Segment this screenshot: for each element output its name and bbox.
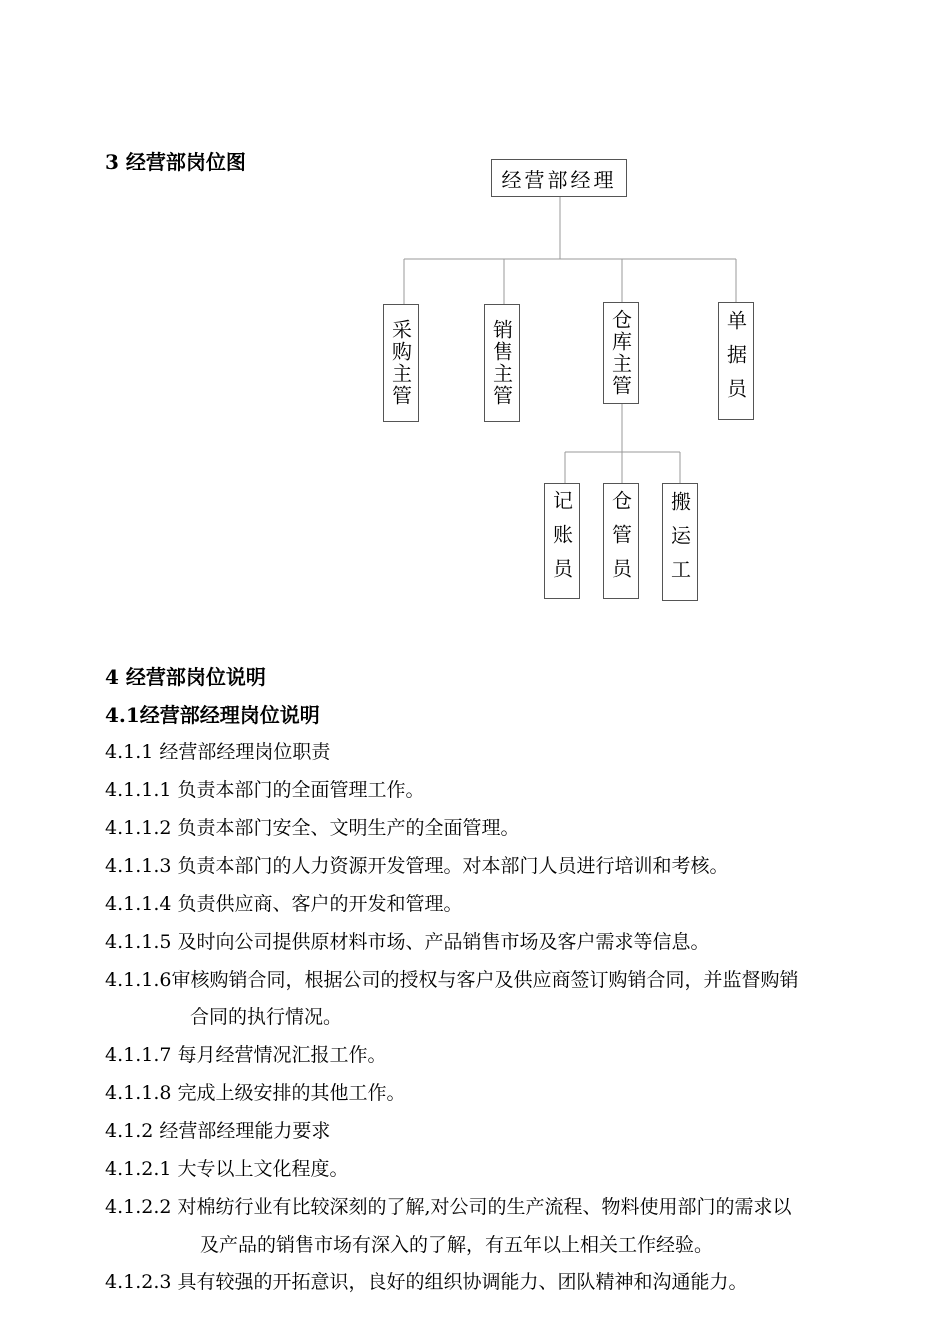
org-node-label: 仓管员: [608, 490, 633, 592]
org-node-document-clerk: [718, 302, 754, 420]
org-node-label: 仓库主管: [608, 309, 633, 397]
section-3-heading: 3 经营部岗位图: [105, 150, 246, 174]
ability-title: 4.1.2 经营部经理能力要求: [105, 1120, 331, 1142]
ability-item: 4.1.2.1 大专以上文化程度。: [105, 1158, 349, 1180]
duty-item: 4.1.1.4 负责供应商、客户的开发和管理。: [105, 893, 463, 915]
org-node-label: 采购主管: [388, 319, 413, 407]
org-node-sales: [484, 304, 520, 422]
org-node-label: 销售主管: [489, 319, 514, 407]
org-node-label: 记账员: [549, 490, 574, 592]
org-root-manager: [491, 159, 627, 197]
org-node-procurement: [383, 304, 419, 422]
duty-item: 4.1.1.8 完成上级安排的其他工作。: [105, 1082, 406, 1104]
duty-item: 4.1.1.7 每月经营情况汇报工作。: [105, 1044, 387, 1066]
duty-item: 4.1.1.1 负责本部门的全面管理工作。: [105, 779, 425, 801]
section-4-heading: 4 经营部岗位说明: [105, 665, 266, 689]
ability-item: 4.1.2.2 对棉纺行业有比较深刻的了解,对公司的生产流程、物料使用部门的需求以: [105, 1196, 792, 1218]
duty-item: 4.1.1.6审核购销合同，根据公司的授权与客户及供应商签订购销合同，并监督购销: [105, 969, 799, 991]
section-4-1-heading: 4.1经营部经理岗位说明: [105, 703, 320, 727]
duty-item: 4.1.1.5 及时向公司提供原材料市场、产品销售市场及客户需求等信息。: [105, 931, 710, 953]
duty-item: 4.1.1.2 负责本部门安全、文明生产的全面管理。: [105, 817, 520, 839]
duty-item-continued: 合同的执行情况。: [190, 1006, 343, 1028]
ability-item-continued: 及产品的销售市场有深入的了解，有五年以上相关工作经验。: [200, 1234, 714, 1256]
org-root-label: 经营部经理: [501, 167, 617, 192]
org-chart-connectors: [0, 0, 950, 640]
duty-item: 4.1.1.3 负责本部门的人力资源开发管理。对本部门人员进行培训和考核。: [105, 855, 729, 877]
org-node-storekeeper: [603, 483, 639, 599]
org-node-label: 单据员: [723, 310, 748, 412]
org-node-bookkeeper: [544, 483, 580, 599]
org-node-warehouse: [603, 302, 639, 404]
org-node-porter: [662, 483, 698, 601]
org-node-label: 搬运工: [667, 491, 692, 593]
duty-title: 4.1.1 经营部经理岗位职责: [105, 741, 331, 763]
ability-item: 4.1.2.3 具有较强的开拓意识，良好的组织协调能力、团队精神和沟通能力。: [105, 1271, 748, 1293]
